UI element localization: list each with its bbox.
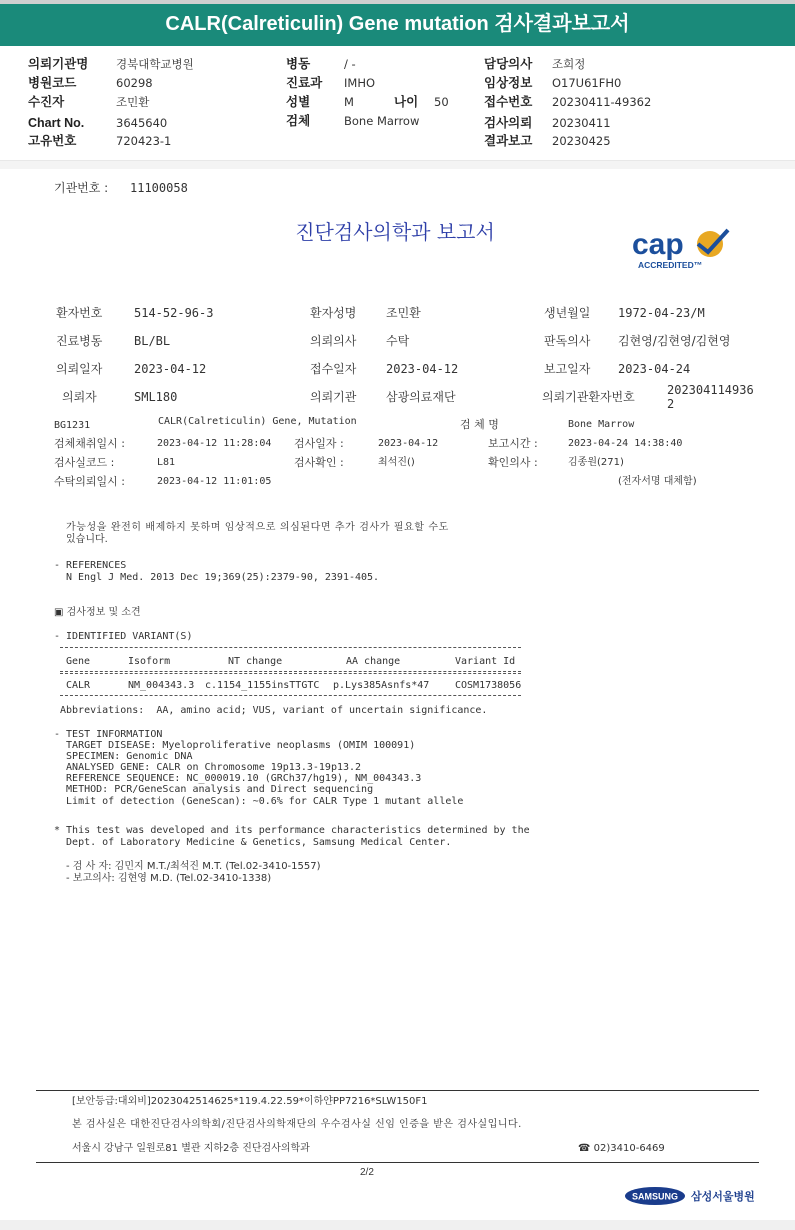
abbreviations: Abbreviations: AA, amino acid; VUS, variant of uncertain significance. xyxy=(60,705,488,716)
meta-value: 최석진() xyxy=(378,457,415,468)
cap-logo-subtext: ACCREDITED™ xyxy=(638,260,703,270)
header-value: 조민환 xyxy=(116,95,150,109)
section-heading: ▣ 검사정보 및 소견 xyxy=(54,607,141,618)
note-line: 있습니다. xyxy=(66,534,108,545)
certification-note: 본 검사실은 대한진단검사의학회/진단검사의학재단의 우수검사실 신임 인증을 받은 검사실입니다. xyxy=(72,1119,522,1130)
header-label: 접수번호 xyxy=(484,95,533,109)
meta-value: 김종원(271) xyxy=(568,457,624,468)
table-rule xyxy=(60,695,521,696)
info-value: 조민환 xyxy=(386,306,421,320)
section-divider xyxy=(0,160,795,169)
header-value: 20230425 xyxy=(552,134,611,148)
info-value: 514-52-96-3 xyxy=(134,306,214,320)
table-header: AA change xyxy=(346,656,401,667)
info-label: 보고일자 xyxy=(544,362,591,376)
header-label: 고유번호 xyxy=(28,134,77,148)
meta-value: 2023-04-12 11:28:04 xyxy=(157,438,272,449)
hospital-name-text: 삼성서울병원 xyxy=(691,1190,755,1203)
header-value: IMHO xyxy=(344,76,376,90)
header-label: 진료과 xyxy=(286,76,323,90)
info-label: 접수일자 xyxy=(310,362,357,376)
lab-phone: ☎ 02)3410-6469 xyxy=(578,1143,665,1154)
meta-value: 2023-04-24 14:38:40 xyxy=(568,438,683,449)
age-label: 나이 xyxy=(394,95,419,109)
info-label: 의뢰기관환자번호 xyxy=(542,390,635,404)
info-label: 환자번호 xyxy=(56,306,103,320)
info-value: 수탁 xyxy=(386,334,410,348)
header-label: 병동 xyxy=(286,57,311,71)
header-value: O17U61FH0 xyxy=(552,76,622,90)
electronic-signature-note: (전자서명 대체함) xyxy=(618,476,697,487)
tester-info: - 검 사 자: 김민지 M.T./최석진 M.T. (Tel.02-3410-1557) xyxy=(66,861,321,872)
header-label: 성별 xyxy=(286,95,311,109)
table-cell: NM_004343.3 xyxy=(128,680,195,691)
info-value: 김현영/김현영/김현영 xyxy=(618,334,731,348)
test-info-line: REFERENCE SEQUENCE: NC_000019.10 (GRCh37/hg19), NM_004343.3 xyxy=(54,773,422,784)
meta-value: 2023-04-12 xyxy=(378,438,439,449)
document-title: 진단검사의학과 보고서 xyxy=(295,220,495,244)
test-name: CALR(Calreticulin) Gene, Mutation xyxy=(158,416,357,427)
table-cell: COSM1738056 xyxy=(455,680,522,691)
table-header: Gene xyxy=(66,656,91,667)
info-label: 판독의사 xyxy=(544,334,591,348)
institution-number-label: 기관번호 : xyxy=(54,181,109,195)
table-cell: p.Lys385Asnfs*47 xyxy=(333,680,430,691)
info-value: 2023-04-12 xyxy=(134,362,207,376)
samsung-brand-text: SAMSUNG xyxy=(631,1191,679,1202)
table-header: NT change xyxy=(228,656,283,667)
specimen-label: 검 체 명 xyxy=(460,418,499,431)
info-value: SML180 xyxy=(134,390,178,404)
info-label: 생년월일 xyxy=(544,306,591,320)
footer-rule xyxy=(36,1090,759,1091)
header-label: 수진자 xyxy=(28,95,65,109)
meta-label: 검체채취일시 : xyxy=(54,437,125,450)
institution-number: 11100058 xyxy=(130,181,188,195)
specimen-value: Bone Marrow xyxy=(568,419,635,430)
test-info-line: METHOD: PCR/GeneScan analysis and Direct sequencing xyxy=(54,784,374,795)
table-rule xyxy=(60,647,521,648)
meta-value: L81 xyxy=(157,457,176,468)
header-value: 조희정 xyxy=(552,57,586,71)
header-value: 720423-1 xyxy=(116,134,172,148)
header-label: 검체 xyxy=(286,114,311,128)
info-value-continued: 2 xyxy=(667,397,675,411)
test-info-line: SPECIMEN: Genomic DNA xyxy=(54,751,193,762)
lab-address: 서울시 강남구 일원로81 별관 지하2층 진단검사의학과 xyxy=(72,1143,310,1154)
reference-citation: N Engl J Med. 2013 Dec 19;369(25):2379-90, 2391-405. xyxy=(66,572,380,583)
development-note: Dept. of Laboratory Medicine & Genetics, Samsung Medical Center. xyxy=(54,837,452,848)
test-info-line: ANALYSED GENE: CALR on Chromosome 19p13.3-19p13.2 xyxy=(54,762,362,773)
bottom-bar xyxy=(0,1220,795,1230)
meta-value: 2023-04-12 11:01:05 xyxy=(157,476,272,487)
security-stamp: [보안등급:대외비]2023042514625*119.4.22.59*이하얀PP7216*SLW150F1 xyxy=(72,1096,428,1107)
page-number: 2/2 xyxy=(360,1167,374,1178)
header-label: 병원코드 xyxy=(28,76,77,90)
info-label: 의뢰기관 xyxy=(310,390,357,404)
table-header: Isoform xyxy=(128,656,171,667)
samsung-hospital-logo xyxy=(625,1185,761,1207)
header-value: 60298 xyxy=(116,76,153,90)
table-header: Variant Id xyxy=(455,656,516,667)
meta-label: 확인의사 : xyxy=(488,456,538,469)
meta-label: 검사확인 : xyxy=(294,456,344,469)
table-rule xyxy=(60,673,521,674)
header-label: 임상정보 xyxy=(484,76,533,90)
development-note: * This test was developed and its performance characteristics determined by the xyxy=(54,825,530,836)
reporter-info: - 보고의사: 김현영 M.D. (Tel.02-3410-1338) xyxy=(66,873,272,884)
header-label: 의뢰기관명 xyxy=(28,57,89,71)
info-value: BL/BL xyxy=(134,334,171,348)
report-title-bar xyxy=(0,0,795,46)
info-label: 의뢰의사 xyxy=(310,334,357,348)
test-info-line: - TEST INFORMATION xyxy=(54,729,163,740)
test-code: BG1231 xyxy=(54,420,91,431)
info-label: 의뢰일자 xyxy=(56,362,103,376)
test-info-line: TARGET DISEASE: Myeloproliferative neoplasms (OMIM 100091) xyxy=(54,740,416,751)
header-label: Chart No. xyxy=(28,116,85,130)
cap-logo-text: cap xyxy=(632,228,684,261)
header-value: 20230411 xyxy=(552,116,611,130)
table-rule xyxy=(60,671,521,672)
meta-label: 검사일자 : xyxy=(294,437,344,450)
header-value: Bone Marrow xyxy=(344,114,420,128)
header-label: 담당의사 xyxy=(484,57,533,71)
info-value: 1972-04-23/M xyxy=(618,306,705,320)
info-value: 2023-04-24 xyxy=(618,362,691,376)
header-value: 3645640 xyxy=(116,116,168,130)
references-heading: - REFERENCES xyxy=(54,560,127,571)
header-value: 경북대학교병원 xyxy=(116,57,194,71)
meta-label: 수탁의뢰일시 : xyxy=(54,475,125,488)
report-title: CALR(Calreticulin) Gene mutation 검사결과보고서 xyxy=(165,13,630,35)
header-value: 20230411-49362 xyxy=(552,95,652,109)
cap-accredited-logo xyxy=(628,222,738,272)
test-info-line: Limit of detection (GeneScan): ~0.6% for CALR Type 1 mutant allele xyxy=(54,796,464,807)
info-value: 202304114936 xyxy=(667,383,754,397)
header-label: 결과보고 xyxy=(484,134,533,148)
table-cell: c.1154_1155insTTGTC xyxy=(205,680,320,691)
info-value: 2023-04-12 xyxy=(386,362,459,376)
variant-heading: - IDENTIFIED VARIANT(S) xyxy=(54,631,193,642)
meta-label: 검사실코드 : xyxy=(54,456,115,469)
info-label: 의뢰자 xyxy=(62,390,97,404)
note-line: 가능성을 완전히 배제하지 못하며 임상적으로 의심된다면 추가 검사가 필요할 수도 xyxy=(66,522,449,533)
info-label: 환자성명 xyxy=(310,306,357,320)
header-label: 검사의뢰 xyxy=(484,116,533,130)
footer-rule xyxy=(36,1162,759,1163)
age-value: 50 xyxy=(434,95,449,109)
header-value: / - xyxy=(344,57,356,71)
info-value: 삼광의료재단 xyxy=(386,390,456,404)
header-value: M xyxy=(344,95,354,109)
meta-label: 보고시간 : xyxy=(488,437,538,450)
info-label: 진료병동 xyxy=(56,334,103,348)
table-cell: CALR xyxy=(66,680,91,691)
